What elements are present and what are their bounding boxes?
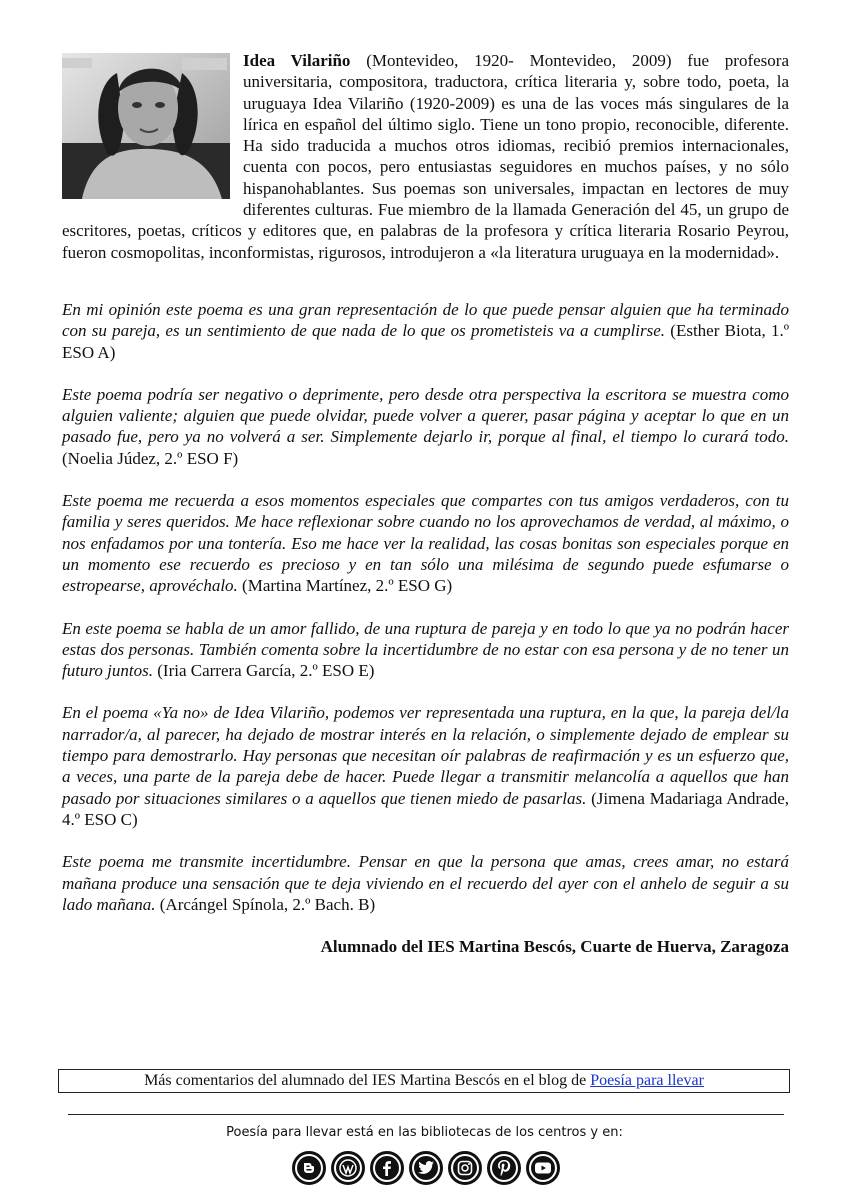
comment-quote: Este poema podría ser negativo o deprimente, pero desde otra perspectiva la escritora se muestra como alguien valiente; alguien que puede olvidar, puede volver a querer, pasar página y aceptar lo que en un pasado fue, pero ya no volverá a ser. Simplemente dejarlo ir, porque al final, el tiempo lo curará todo. — [62, 384, 789, 447]
youtube-icon[interactable] — [526, 1151, 560, 1185]
instagram-icon[interactable] — [448, 1151, 482, 1185]
social-icons — [292, 1148, 560, 1188]
blog-note-text: Más comentarios del alumnado del IES Martina Bescós en el blog de — [144, 1072, 591, 1089]
student-comment — [62, 490, 789, 596]
author-bio-text: (Montevideo, 1920- Montevideo, 2009) fue profesora universitaria, compositora, traductora, crítica literaria y, sobre todo, poeta, la uruguaya Idea Vilariño (1920-2009) es una de las voces más singulares de la lírica en español del último siglo. Tiene un tono propio, reconocible, diferente. Ha sido traducida a muchos otros idiomas, recibió premios internacionales, cuenta con pocos, pero entusiastas seguidores en muchos países, y no sólo hispanohablantes. Sus poemas son universales, impactan en lectores de muy diferentes culturas. Fue miembro de la llamada Generación del 45, un grupo de escritores, poetas, críticos y editores que, en palabras de la profesora y crítica literaria Rosario Peyrou, fueron cosmopolitas, inconformistas, rigurosos, introdujeron a «la literatura uruguaya en la modernidad». — [62, 51, 789, 262]
student-comment — [62, 618, 789, 682]
author-photo — [62, 53, 230, 199]
comment-quote: Este poema me transmite incertidumbre. Pensar en que la persona que amas, crees amar, no estará mañana produce una sensación que te deja viviendo en el recuerdo del ayer con el anhelo de seguir a su lado mañana. — [62, 852, 789, 914]
comment-quote: En el poema «Ya no» de Idea Vilariño, podemos ver representada una ruptura, en la que, la pareja del/la narrador/a, al parecer, ha dejado de mostrar interés en la relación, o simplemente dejado de emplear su tiempo para demostrarlo. Hay personas que necesitan oír palabras de reafirmación y es un esfuerzo que, a veces, una parte de la pareja debe de hacer. Puede llegar a transmitir melancolía a aquellos que han pasado por situaciones similares o a aquellos que tienen miedo de pasarlas. — [62, 703, 789, 808]
comment-quote: En este poema se habla de un amor fallido, de una ruptura de pareja y en todo lo que ya no podrán hacer estas dos personas. También comenta sobre la incertidumbre de no estar con esa persona y de no tener un futuro juntos. — [62, 618, 789, 681]
footer-divider — [68, 1114, 784, 1115]
student-comment — [62, 851, 789, 915]
footer-text: Poesía para llevar está en las bibliotecas de los centros y en: — [226, 1125, 623, 1140]
comment-author: (Noelia Júdez, 2.º ESO F) — [62, 448, 239, 468]
student-comment — [62, 384, 789, 469]
student-comment — [62, 702, 789, 830]
wordpress-icon[interactable] — [331, 1151, 365, 1185]
author-name: Idea Vilariño — [243, 51, 351, 70]
pinterest-icon[interactable] — [487, 1151, 521, 1185]
comment-author: (Jimena Madariaga Andrade, 4.º ESO C) — [62, 788, 789, 829]
twitter-icon[interactable] — [409, 1151, 443, 1185]
signature: Alumnado del IES Martina Bescós, Cuarte de Huerva, Zaragoza — [320, 937, 789, 957]
comment-author: (Martina Martínez, 2.º ESO G) — [237, 576, 453, 596]
blog-link[interactable]: Poesía para llevar — [590, 1072, 704, 1089]
comment-quote: Este poema me recuerda a esos momentos especiales que compartes con tus amigos verdaderos, con tu familia y seres queridos. Me hace reflexionar sobre cuando no los aprovechamos de verdad, al máximo, o nos enfadamos por una tontería. Eso me hace ver la realidad, las cosas bonitas son especiales porque en un momento ese recuerdo es precioso y en tan sólo una milésima de segundo puede esfumarse o estropearse, aprovéchalo. — [62, 491, 789, 596]
blog-note-box — [58, 1069, 790, 1093]
comment-author: (Esther Biota, 1.º ESO A) — [62, 321, 789, 362]
document-body — [62, 50, 789, 957]
comment-author: (Arcángel Spínola, 2.º Bach. B) — [155, 894, 376, 914]
facebook-icon[interactable] — [370, 1151, 404, 1185]
comment-author: (Iria Carrera García, 2.º ESO E) — [153, 661, 375, 681]
student-comment — [62, 299, 789, 363]
blogger-icon[interactable] — [292, 1151, 326, 1185]
comment-quote: En mi opinión este poema es una gran representación de lo que puede pensar alguien que ha terminado con su pareja, es un sentimiento de que nada de lo que os prometisteis va a cumplirse. — [62, 299, 789, 341]
